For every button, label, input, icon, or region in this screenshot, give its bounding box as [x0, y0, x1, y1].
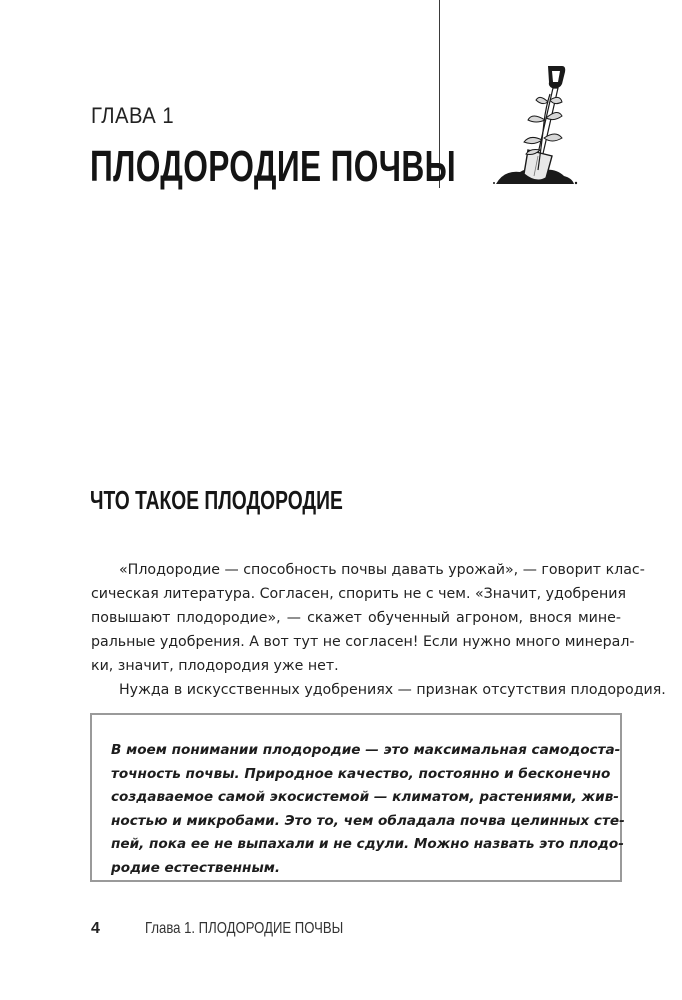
text-line: ральные удобрения. А вот тут не согласен! Если нужно много минерал-: [91, 634, 635, 650]
callout-line: точность почвы. Природное качество, постоянно и бесконечно: [111, 765, 611, 782]
shovel-with-sprout-icon: [490, 62, 580, 192]
callout-text: [111, 739, 625, 881]
body-text: [91, 558, 666, 702]
chapter-title: ПЛОДОРОДИЕ ПОЧВЫ: [90, 142, 456, 191]
text-line: «Плодородие — способность почвы давать урожай», — говорит клас-: [119, 562, 645, 578]
callout-line: В моем понимании плодородие — это максимальная самодоста-: [111, 742, 621, 758]
text-line: ки, значит, плодородия уже нет.: [91, 658, 339, 674]
callout-box: [90, 713, 625, 882]
paragraph-1: [91, 558, 645, 678]
text-line: Нужда в искусственных удобрениях — признак отсутствия плодородия.: [119, 682, 666, 698]
callout-line: родие естественным.: [111, 859, 281, 876]
text-line: сическая литература. Согласен, спорить не с чем. «Значит, удобрения: [91, 586, 627, 602]
callout-line: ностью и микробами. Это то, чем обладала почва целинных сте-: [111, 812, 625, 829]
text-line: повышают плодородие», — скажет обученный агроном, внося мине-: [91, 610, 621, 626]
callout-line: пей, пока ее не выпахали и не сдули. Можно назвать это плодо-: [111, 836, 624, 853]
chapter-label: ГЛАВА 1: [91, 103, 175, 128]
callout-line: создаваемое самой экосистемой — климатом, растениями, жив-: [111, 789, 619, 806]
section-title: ЧТО ТАКОЕ ПЛОДОРОДИЕ: [90, 485, 343, 515]
page-footer: [91, 920, 611, 942]
page-number: 4: [91, 920, 100, 937]
paragraph-2: [91, 678, 666, 702]
running-head: Глава 1. ПЛОДОРОДИЕ ПОЧВЫ: [145, 920, 344, 937]
